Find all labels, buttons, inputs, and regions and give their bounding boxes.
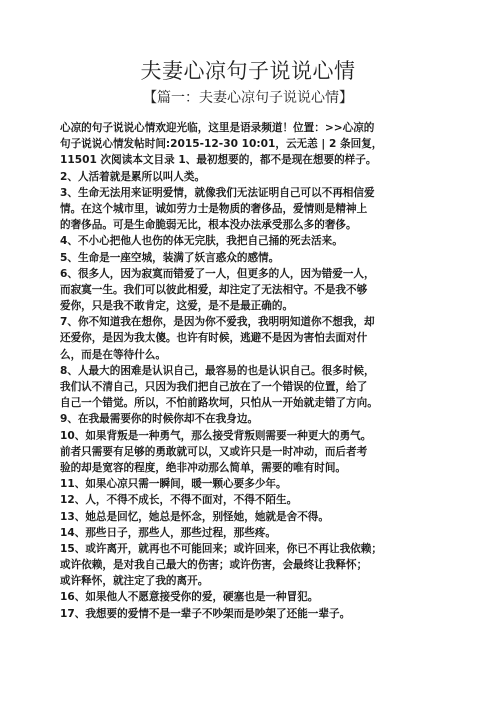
- document-body: [60, 120, 438, 622]
- body-text-line: 心凉的句子说说心情欢迎光临，这里是语录频道！位置：>>心凉的: [60, 122, 375, 134]
- body-text-line: 而寂寞一生。我们可以彼此相爱，却注定了无法相守。不是我不够: [60, 283, 368, 296]
- body-text-line: 的奢侈品。可是生命脆弱无比，根本没办法承受那么多的奢侈。: [60, 219, 357, 232]
- body-text-line: 10、如果背叛是一种勇气，那么接受背叛则需要一种更大的勇气。: [60, 429, 372, 442]
- body-text-line: 自己一个错觉。所以，不怕前路坎坷，只怕从一开始就走错了方向。: [60, 397, 378, 410]
- body-text-line: 3、生命无法用来证明爱情，就像我们无法证明自己可以不再相信爱: [60, 186, 375, 199]
- body-text-line: 11501 次阅读本文目录 1、最初想要的，都不是现在想要的样子。: [60, 154, 377, 167]
- document-subtitle: 【篇一：夫妻心凉句子说说心情】: [143, 90, 353, 106]
- document-title: 夫妻心凉句子说说心情: [140, 59, 356, 83]
- body-text-line: 或许释怀，就注定了我的离开。: [60, 575, 209, 588]
- body-text-line: 情。在这个城市里，诚如劳力士是物质的奢侈品，爱情则是精神上: [60, 202, 368, 215]
- body-text-line: 句子说说心情发帖时间:2015-12-30 10:01，云无恙 | 2 条回复，: [60, 138, 383, 151]
- body-text-line: 12、人，不得不成长，不得不面对，不得不陌生。: [60, 494, 298, 507]
- body-text-line: 前者只需要有足够的勇敢就可以，又或许只是一时冲动，而后者考: [60, 445, 368, 458]
- body-text-line: 14、那些日子，那些人，那些过程，那些疼。: [60, 526, 277, 539]
- body-text-line: 或许依赖，是对我自己最大的伤害；或许伤害，会最终让我释怀；: [60, 559, 368, 572]
- body-text-line: 2、人活着就是累所以叫人类。: [60, 170, 206, 183]
- body-text-line: 11、如果心凉只需一瞬间，暖一颗心要多少年。: [60, 478, 287, 491]
- body-text-line: 15、或许离开，就再也不可能回来；或许回来，你已不再让我依赖；: [60, 542, 382, 555]
- body-text-line: 爱你，只是我不敢肯定，这爱，是不是最正确的。: [60, 300, 294, 313]
- body-text-line: 么，而是在等待什么。: [60, 348, 166, 361]
- body-text-line: 7、你不知道我在想你，是因为你不爱我，我明明知道你不想我，却: [60, 316, 375, 329]
- body-text-line: 16、如果他人不愿意接受你的爱，硬塞也是一种冒犯。: [60, 591, 319, 604]
- body-text-line: 9、在我最需要你的时候你却不在我身边。: [60, 413, 259, 426]
- body-text-line: 6、很多人，因为寂寞而错爱了一人，但更多的人，因为错爱一人，: [60, 267, 375, 280]
- body-text-line: 4、不小心把他人也伤的体无完肤，我把自己捅的死去活来。: [60, 235, 343, 248]
- body-text-line: 还爱你，是因为我太傻。也许有时候，逃避不是因为害怕去面对什: [60, 332, 368, 345]
- body-text-line: 13、她总是回忆，她总是怀念，别怪她，她就是舍不得。: [60, 510, 329, 523]
- body-text-line: 8、人最大的困难是认识自己，最容易的也是认识自己。很多时候，: [60, 364, 375, 377]
- body-text-line: 5、生命是一座空城，装满了妖言惑众的感情。: [60, 251, 280, 264]
- body-text-line: 17、我想要的爱情不是一辈子不吵架而是吵架了还能一辈子。: [60, 607, 351, 620]
- body-text-line: 验的却是宽容的程度，绝非冲动那么简单，需要的唯有时间。: [60, 461, 347, 474]
- body-text-line: 我们认不清自己，只因为我们把自己放在了一个错误的位置，给了: [60, 381, 368, 393]
